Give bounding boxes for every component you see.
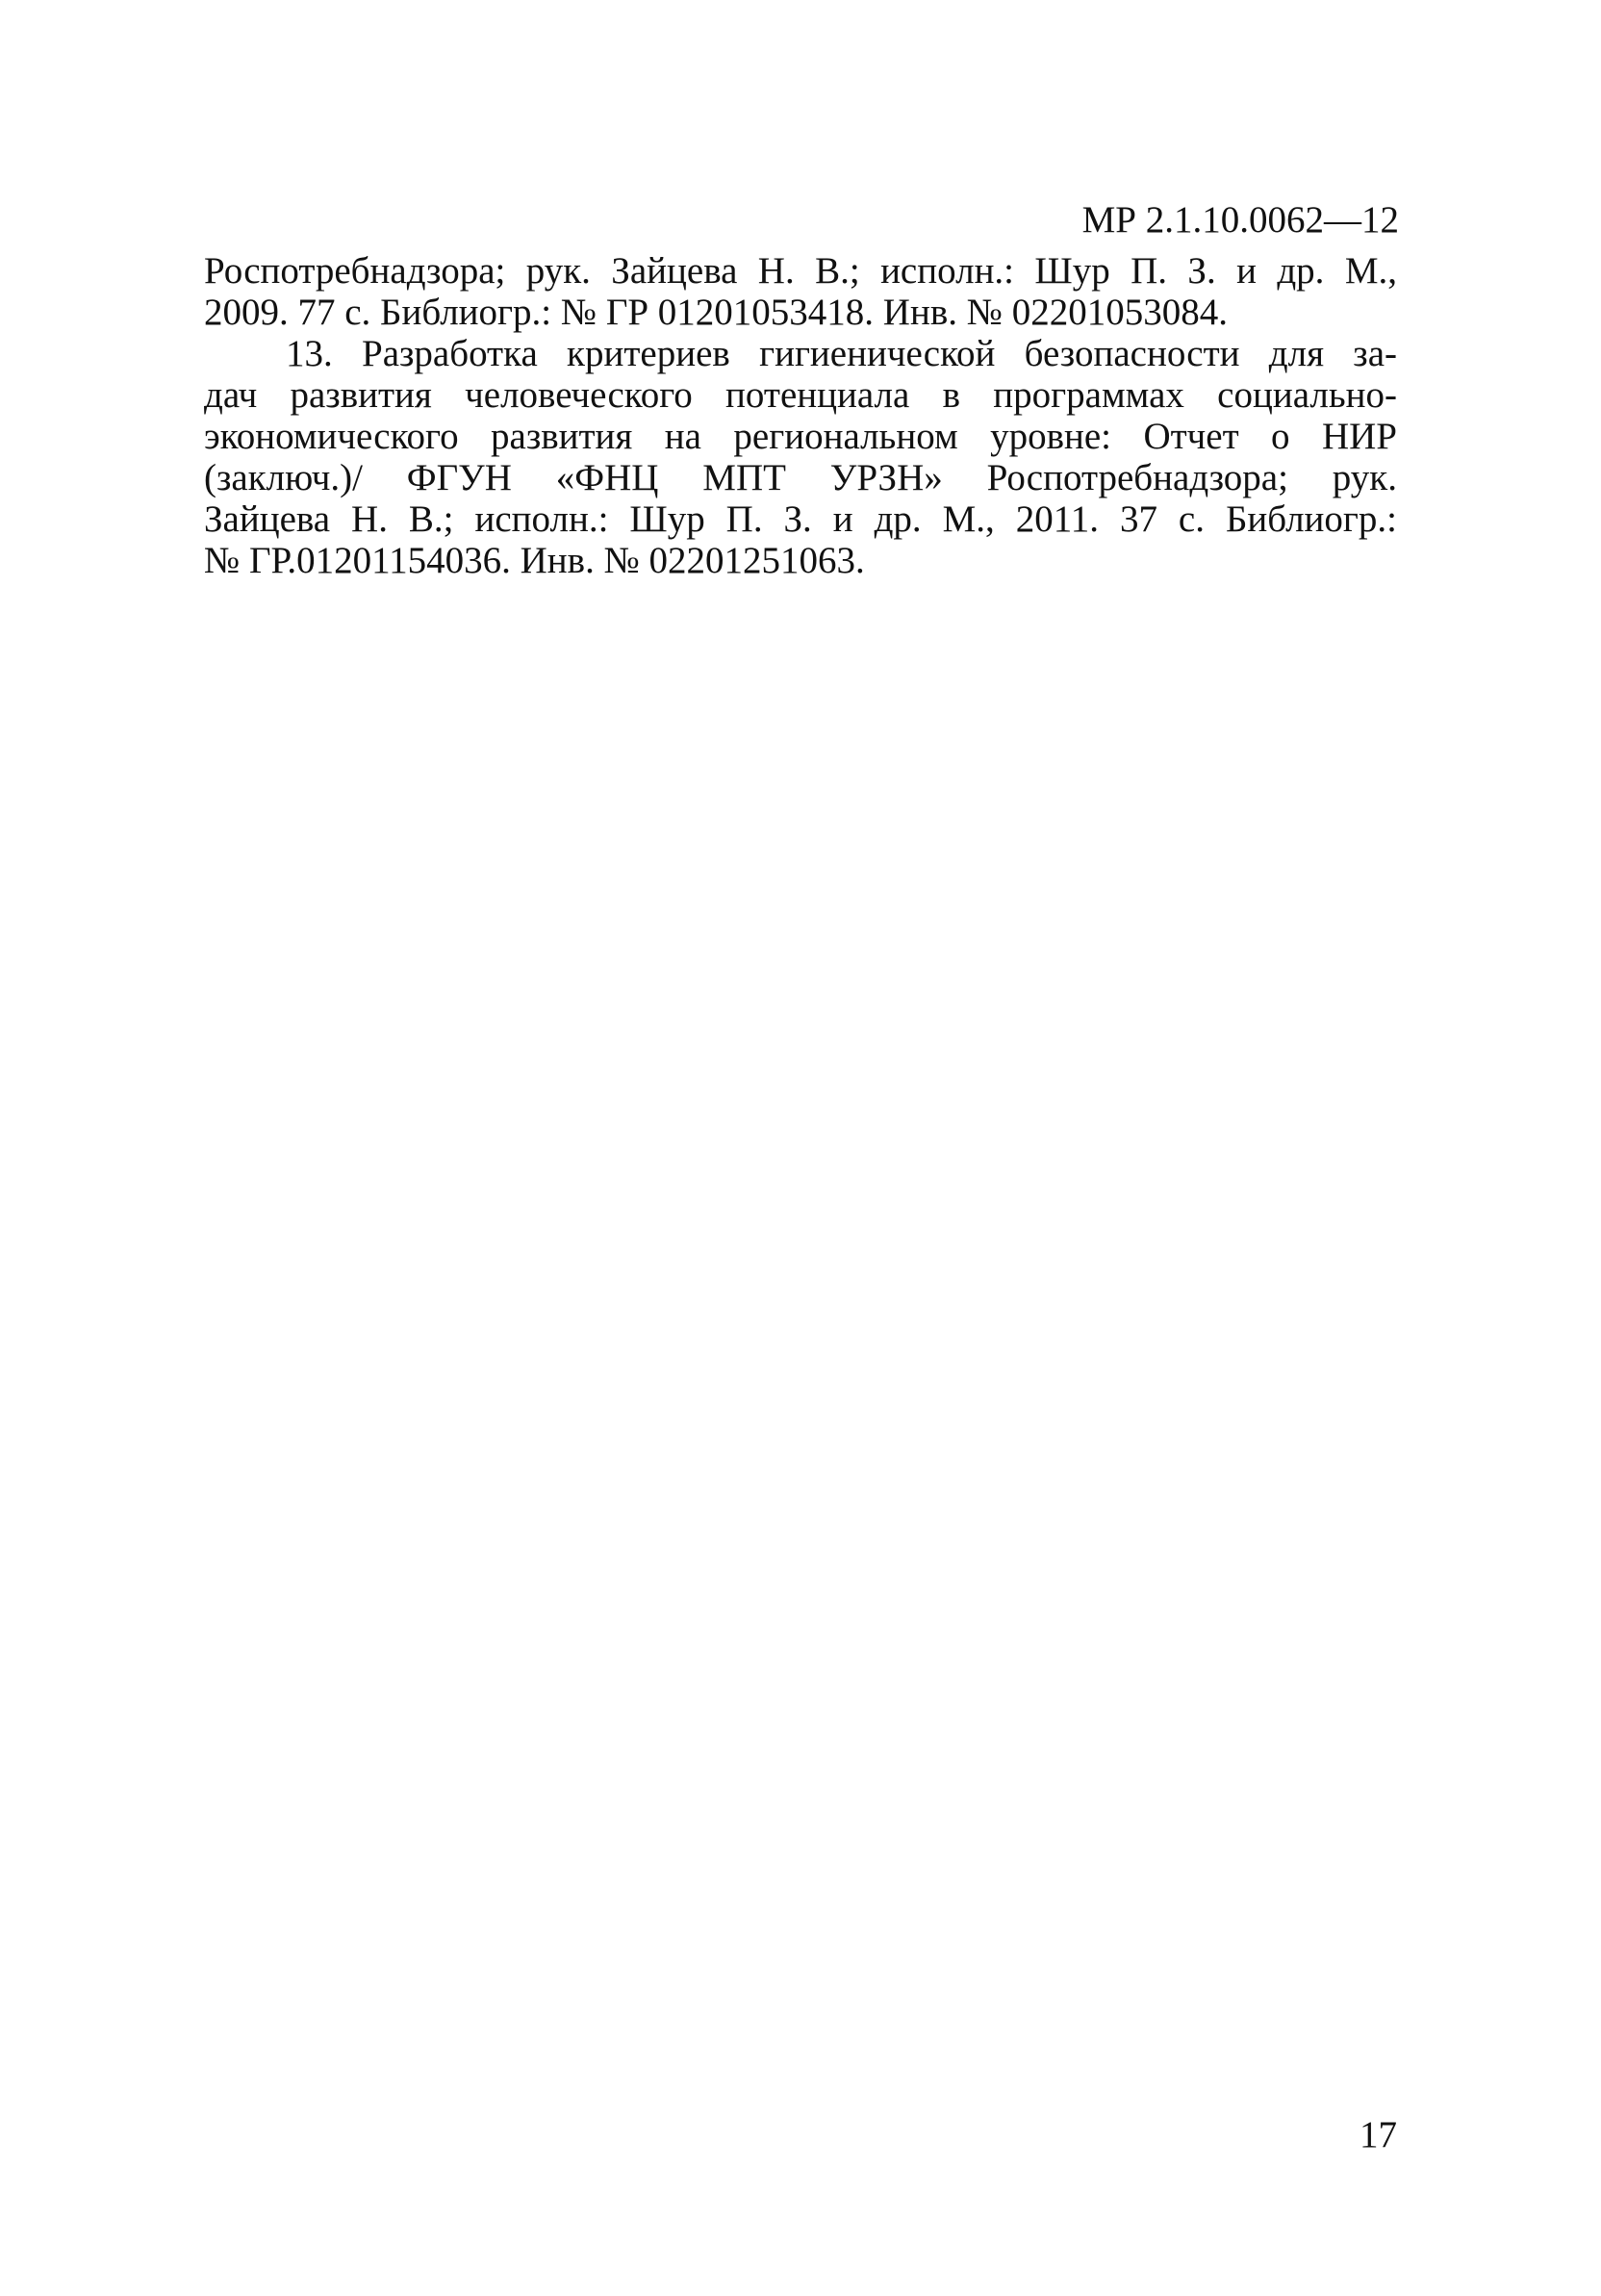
text-line: экономического развития на региональном уровне: Отчет о НИР	[204, 416, 1397, 457]
text-line: 2009. 77 с. Библиогр.: № ГР 01201053418. Инв. № 02201053084.	[204, 292, 1228, 333]
text-line: № ГР.01201154036. Инв. № 02201251063.	[204, 540, 865, 581]
text-line: (заключ.)/ ФГУН «ФНЦ МПТ УРЗН» Роспотребнадзора; рук.	[204, 457, 1397, 498]
page-number: 17	[1360, 2114, 1397, 2156]
reference-13	[204, 333, 1397, 581]
text-line: Зайцева Н. В.; исполн.: Шур П. З. и др. М., 2011. 37 с. Библиогр.:	[204, 498, 1397, 540]
text-line: Роспотребнадзора; рук. Зайцева Н. В.; исполн.: Шур П. З. и др. М.,	[204, 250, 1397, 292]
document-code: МР 2.1.10.0062—12	[1081, 199, 1399, 241]
reference-12-continued	[204, 250, 1397, 333]
references-list	[204, 250, 1397, 581]
text-line: 13. Разработка критериев гигиенической безопасности для за-	[286, 333, 1397, 374]
text-line: дач развития человеческого потенциала в программах социально-	[204, 374, 1397, 416]
